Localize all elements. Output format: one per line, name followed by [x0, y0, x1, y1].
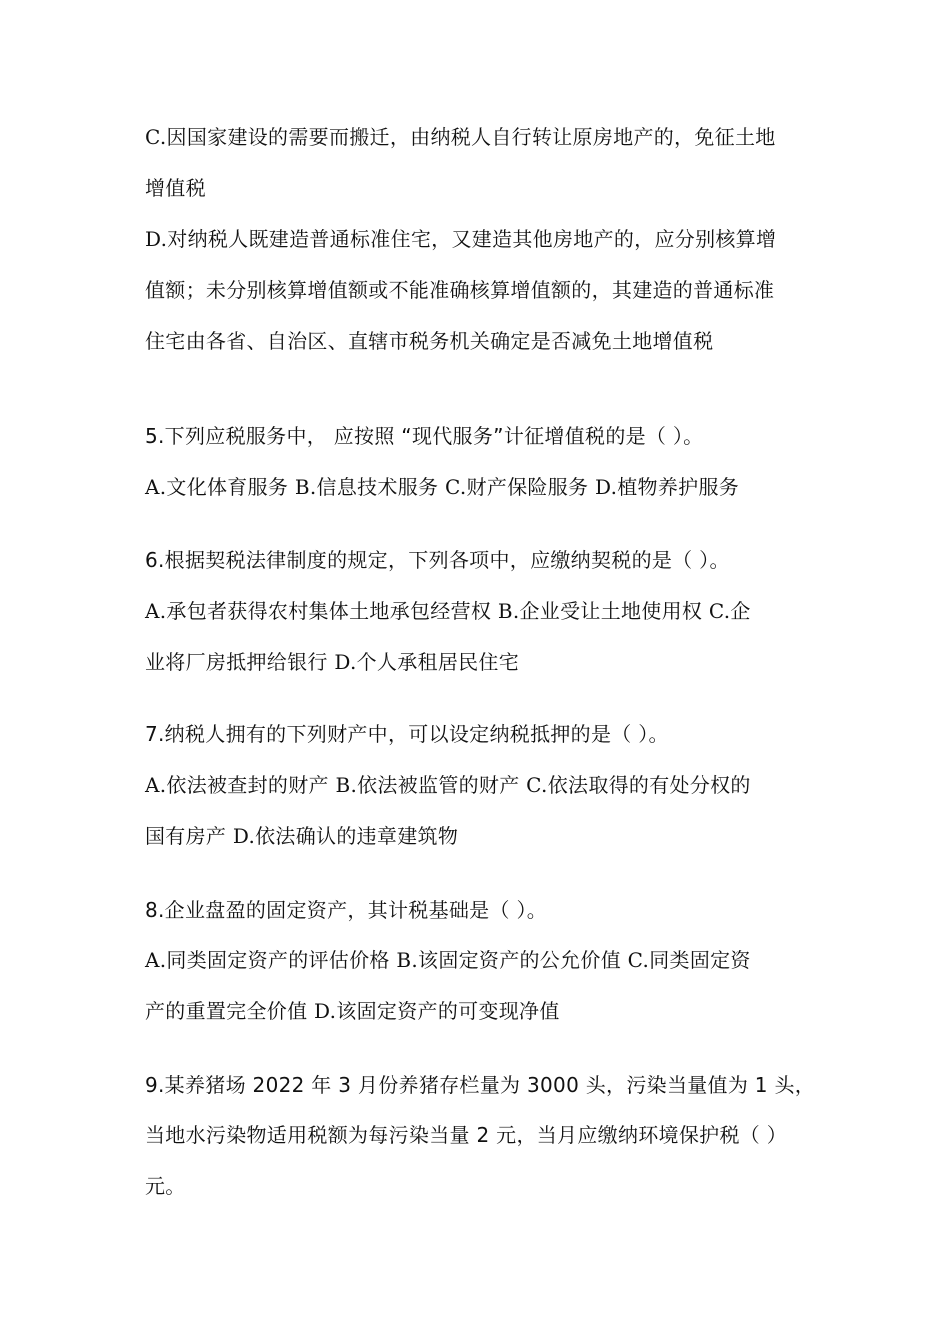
- question-6: 6.根据契税法律制度的规定，下列各项中，应缴纳契税的是（ ）。: [145, 548, 730, 572]
- question-6-options-line-1: A.承包者获得农村集体土地承包经营权 B.企业受让土地使用权 C.企: [145, 599, 751, 623]
- option-d-line-1: D.对纳税人既建造普通标准住宅，又建造其他房地产的，应分别核算增: [145, 227, 777, 251]
- question-5-options: A.文化体育服务 B.信息技术服务 C.财产保险服务 D.植物养护服务: [145, 475, 740, 499]
- question-8-options-line-1: A.同类固定资产的评估价格 B.该固定资产的公允价值 C.同类固定资: [145, 948, 751, 972]
- question-5: 5.下列应税服务中， 应按照 “现代服务”计征增值税的是（ ）。: [145, 424, 704, 448]
- question-7: 7.纳税人拥有的下列财产中，可以设定纳税抵押的是（ ）。: [145, 722, 669, 746]
- question-9-line-3: 元。: [145, 1174, 186, 1198]
- option-c-line-1: C.因国家建设的需要而搬迁，由纳税人自行转让原房地产的，免征土地: [145, 125, 776, 149]
- question-7-options-line-2: 国有房产 D.依法确认的违章建筑物: [145, 824, 459, 848]
- question-6-options-line-2: 业将厂房抵押给银行 D.个人承租居民住宅: [145, 650, 520, 674]
- option-d-line-3: 住宅由各省、自治区、直辖市税务机关确定是否减免土地增值税: [145, 329, 714, 353]
- question-9-line-1: 9.某养猪场 2022 年 3 月份养猪存栏量为 3000 头，污染当量值为 1 头，: [145, 1073, 816, 1097]
- question-8-options-line-2: 产的重置完全价值 D.该固定资产的可变现净值: [145, 999, 560, 1023]
- option-d-line-2: 值额；未分别核算增值额或不能准确核算增值额的，其建造的普通标准: [145, 278, 775, 302]
- question-8: 8.企业盘盈的固定资产，其计税基础是（ ）。: [145, 898, 548, 922]
- question-7-options-line-1: A.依法被查封的财产 B.依法被监管的财产 C.依法取得的有处分权的: [145, 773, 751, 797]
- question-9-line-2: 当地水污染物适用税额为每污染当量 2 元，当月应缴纳环境保护税（ ）: [145, 1123, 787, 1147]
- option-c-line-2: 增值税: [145, 176, 206, 200]
